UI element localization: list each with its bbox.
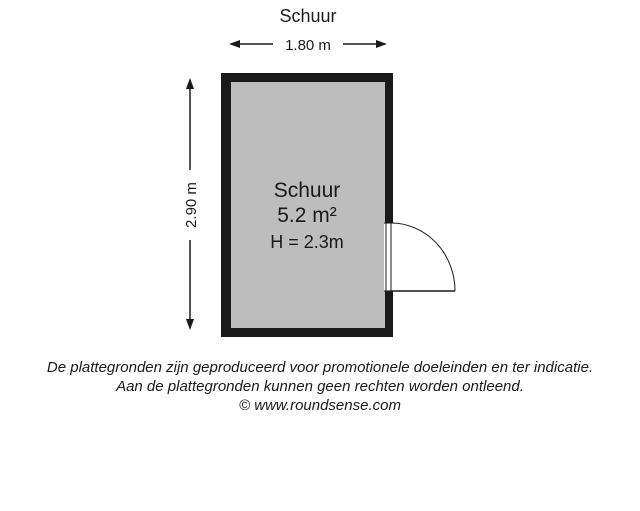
width-label: 1.80 m [285,37,331,54]
width-arrow-right [376,40,387,48]
disclaimer-line-1: De plattegronden zijn geproduceerd voor promotionele doeleinden en ter indicatie. [46,359,594,376]
room-area: 5.2 m² [277,204,337,227]
room-name: Schuur [273,179,341,202]
room-ceiling-height: H = 2.3m [270,232,344,252]
plan-title: Schuur [279,6,337,26]
height-dimension [183,78,200,330]
disclaimer-line-2: Aan de plattegronden kunnen geen rechten worden ontleend. [116,378,524,395]
disclaimer [0,358,640,415]
copyright-line: © www.roundsense.com [239,397,401,414]
door-swing-arc [391,223,455,291]
width-dimension [229,37,387,54]
door [384,223,455,291]
height-label: 2.90 m [183,182,200,228]
width-arrow-left [229,40,240,48]
height-arrow-top [186,78,194,89]
height-arrow-bottom [186,319,194,330]
